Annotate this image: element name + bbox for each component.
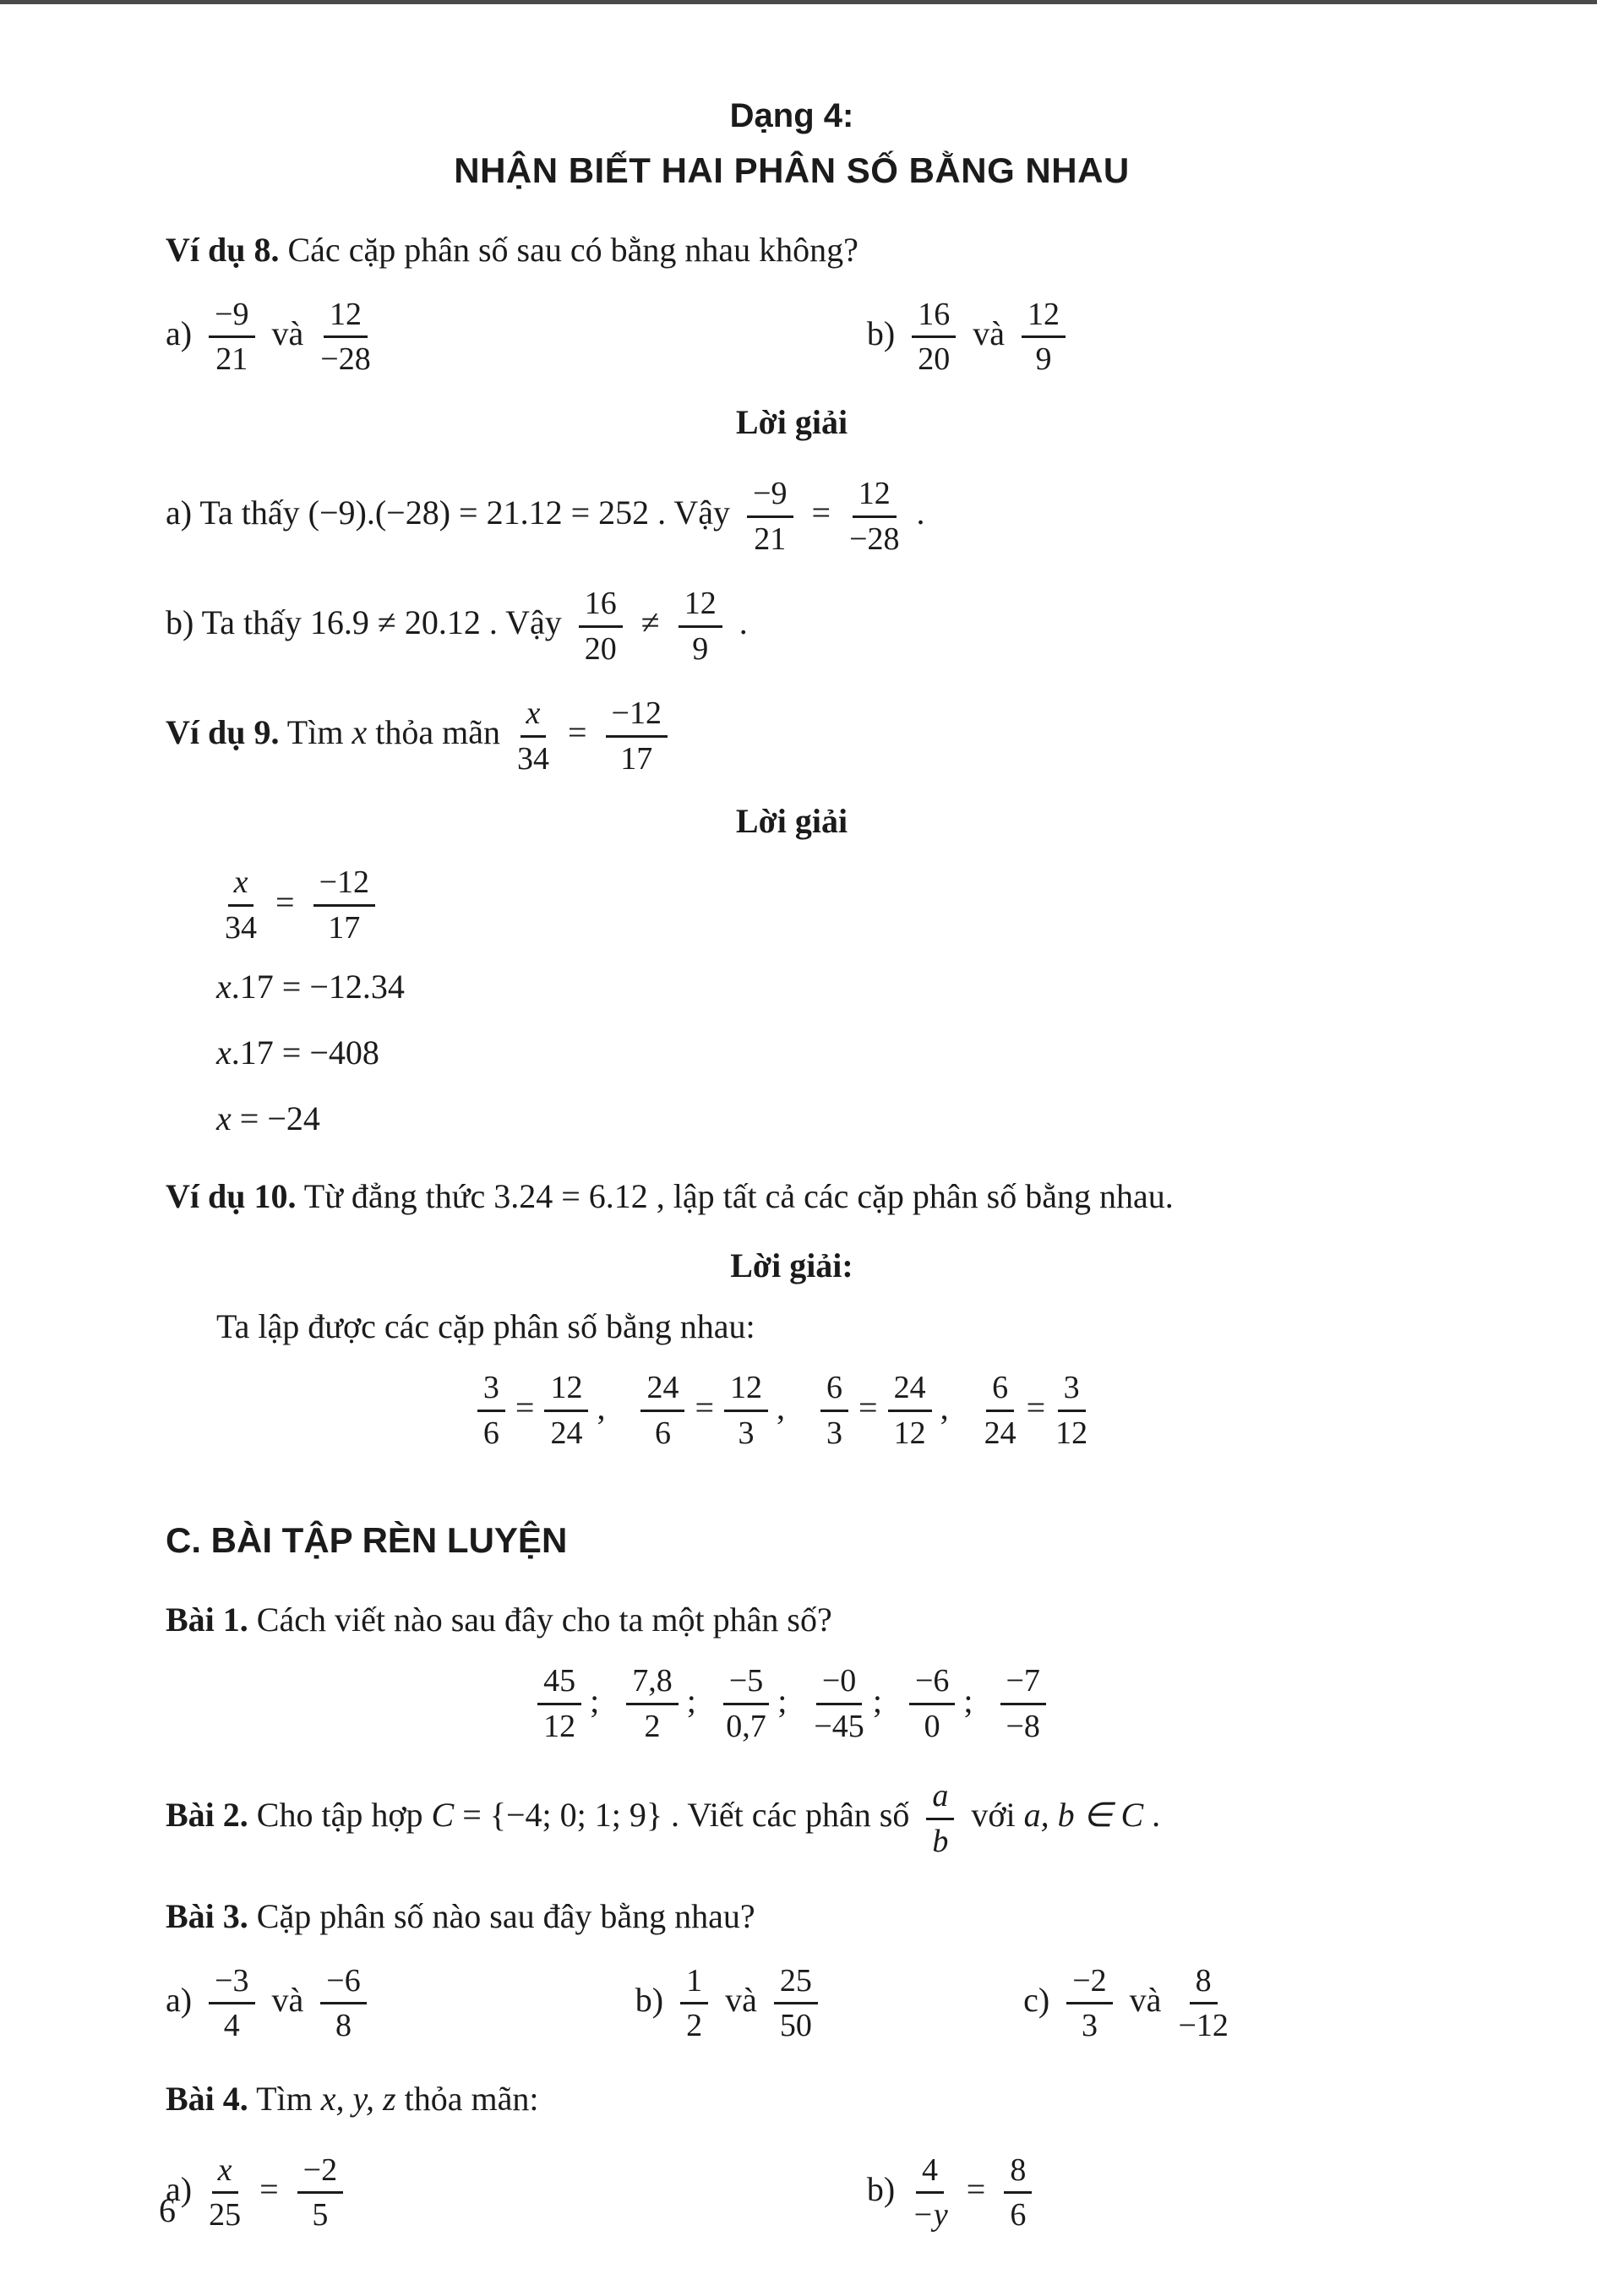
fraction-numerator: x <box>212 2152 238 2195</box>
section-heading-title: NHẬN BIẾT HAI PHÂN SỐ BẰNG NHAU <box>454 150 1130 190</box>
fraction-numerator: 16 <box>912 297 956 339</box>
fraction-numerator: −0 <box>816 1663 862 1705</box>
separator: , <box>940 1388 949 1426</box>
fraction-numerator: 12 <box>679 586 722 628</box>
math-variables: x, y, z <box>320 2079 396 2118</box>
fraction-denominator: 9 <box>692 630 709 667</box>
bai3-fraction-row <box>166 1963 1418 2044</box>
bai2-text: với <box>971 1796 1016 1835</box>
math-variable: x <box>216 1099 232 1138</box>
sentence-end: . <box>739 603 748 642</box>
vd8-solution-a <box>166 476 1418 557</box>
bai2-label: Bài 2. <box>166 1796 248 1835</box>
step-text: .17 = −408 <box>231 1033 379 1072</box>
fraction-numerator: −5 <box>723 1663 769 1705</box>
vd8-fraction-row <box>166 297 1418 378</box>
fraction-numerator: −6 <box>320 1963 366 2005</box>
vd10-intro: Ta lập được các cặp phân số bằng nhau: <box>216 1307 755 1346</box>
bai4-item-a <box>166 2152 867 2233</box>
fraction-denominator: 5 <box>312 2197 329 2233</box>
relation-symbol: = <box>1026 1388 1046 1426</box>
solution-text: . Vậy <box>657 494 731 532</box>
item-label: a) <box>166 2169 193 2208</box>
fraction <box>297 2152 343 2233</box>
relation-symbol: = <box>567 713 587 752</box>
bai1-question-text: Cách viết nào sau đây cho ta một phân số? <box>256 1601 832 1639</box>
vd9-step <box>216 963 1418 1012</box>
fraction-denominator: 20 <box>918 341 951 378</box>
fraction-denominator: 17 <box>328 909 361 946</box>
fraction-denominator: 2 <box>686 2008 703 2044</box>
solution-text: . Vậy <box>488 603 562 642</box>
equation-text: 3.24 = 6.12 <box>493 1177 648 1216</box>
fraction <box>477 1370 505 1451</box>
fraction-denominator: 12 <box>543 1708 576 1744</box>
vd10-pairs-line <box>166 1370 1418 1451</box>
separator: , <box>777 1388 785 1426</box>
fraction-numerator: −12 <box>313 864 375 907</box>
conjunction: và <box>1129 1980 1162 2019</box>
fraction-numerator: 7,8 <box>626 1663 679 1705</box>
bai3-item-a <box>166 1963 635 2044</box>
fraction <box>320 297 370 378</box>
fraction <box>849 476 899 557</box>
bai3-item-c <box>1023 1963 1418 2044</box>
fraction <box>640 1370 684 1451</box>
fraction-denominator: 50 <box>779 2008 812 2044</box>
fraction <box>1055 1370 1087 1451</box>
fraction <box>679 586 722 667</box>
equation-text: (−9).(−28) = 21.12 = 252 <box>308 494 650 532</box>
vd10-text: , lập tất cả các cặp phân số bằng nhau. <box>656 1177 1174 1216</box>
bai1-question-line <box>166 1595 1418 1644</box>
fraction-denominator: 34 <box>225 909 257 946</box>
fraction-numerator: −6 <box>909 1663 955 1705</box>
conjunction: và <box>725 1980 757 2019</box>
math-variable: x <box>216 968 232 1006</box>
fraction <box>1178 1963 1228 2044</box>
vd10-solution-heading: Lời giải: <box>730 1246 853 1285</box>
bai3-item-b <box>635 1963 1023 2044</box>
fraction-numerator: 6 <box>820 1370 848 1412</box>
fraction-numerator: 3 <box>477 1370 505 1412</box>
fraction <box>579 586 623 667</box>
fraction <box>723 1663 769 1744</box>
fraction-numerator: 6 <box>986 1370 1014 1412</box>
fraction <box>544 1370 588 1451</box>
vd9-step <box>216 1028 1418 1077</box>
fraction-denominator: 6 <box>482 1415 499 1451</box>
section-c-title: C. BÀI TẬP RÈN LUYỆN <box>166 1520 568 1561</box>
fraction-numerator: −2 <box>297 2152 343 2195</box>
fraction <box>820 1370 848 1451</box>
vd8-solution-heading: Lời giải <box>735 402 848 441</box>
bai1-label: Bài 1. <box>166 1601 248 1639</box>
item-label: a) <box>166 494 193 532</box>
vd9-text: thỏa mãn <box>375 713 500 752</box>
bai4-label: Bài 4. <box>166 2079 248 2118</box>
fraction-numerator: 45 <box>537 1663 581 1705</box>
fraction <box>606 695 668 777</box>
math-variable: x <box>352 713 368 752</box>
vd8-solution-b <box>166 586 1418 667</box>
sentence-end: . <box>916 494 925 532</box>
fraction-numerator: 16 <box>579 586 623 628</box>
conjunction: và <box>973 314 1005 353</box>
fraction-numerator: 1 <box>680 1963 708 2005</box>
bai2-text: Cho tập hợp <box>256 1796 423 1835</box>
bai4-question-line <box>166 2075 1418 2124</box>
fraction-denominator: 0,7 <box>726 1708 766 1744</box>
fraction-numerator: −9 <box>209 297 254 339</box>
fraction-pair <box>976 1370 1115 1451</box>
fraction-numerator: −2 <box>1066 1963 1112 2005</box>
fraction-pair <box>632 1370 812 1451</box>
item-label: c) <box>1023 1980 1050 2019</box>
fraction-denominator: 4 <box>223 2008 240 2044</box>
vd8-question-line <box>166 226 1418 275</box>
math-variable: C <box>431 1796 455 1835</box>
vd8-item-b <box>867 297 1418 378</box>
fraction-denominator: 9 <box>1035 341 1052 378</box>
fraction <box>680 1963 708 2044</box>
fraction <box>320 1963 366 2044</box>
page-number: 6 <box>159 2191 176 2229</box>
fraction-denominator: 17 <box>620 740 653 777</box>
fraction-numerator: 3 <box>1058 1370 1086 1412</box>
fraction <box>537 1663 581 1744</box>
fraction <box>225 864 257 946</box>
fraction <box>1066 1963 1112 2044</box>
fraction-numerator: 24 <box>640 1370 684 1412</box>
section-heading-kind: Dạng 4: <box>729 97 854 134</box>
fraction <box>1000 1663 1046 1744</box>
separator: ; <box>872 1681 882 1720</box>
relation-symbol: = <box>515 1388 535 1426</box>
fraction-denominator: 20 <box>584 630 617 667</box>
fraction-numerator: 12 <box>724 1370 768 1412</box>
fraction-pair <box>812 1370 976 1451</box>
fraction-numerator: 8 <box>1190 1963 1218 2005</box>
fraction-denominator: 6 <box>1010 2197 1027 2233</box>
fraction-denominator: 24 <box>984 1415 1017 1451</box>
relation-symbol: = <box>259 2169 279 2208</box>
set-expression: = {−4; 0; 1; 9} <box>462 1796 663 1835</box>
bai4-fraction-row <box>166 2152 1418 2233</box>
solution-text: Ta thấy <box>201 603 302 642</box>
fraction-denominator: −12 <box>1178 2008 1229 2044</box>
item-label: b) <box>866 2169 896 2208</box>
fraction-numerator: x <box>521 695 547 738</box>
fraction-denominator: b <box>932 1823 949 1859</box>
math-variables: a, b ∈ C <box>1023 1796 1144 1835</box>
fraction <box>209 2152 241 2233</box>
fraction-numerator: −9 <box>747 476 793 518</box>
fraction-denominator: 24 <box>550 1415 583 1451</box>
fraction-numerator: 8 <box>1004 2152 1032 2195</box>
equation-text: 16.9 ≠ 20.12 <box>309 603 481 642</box>
math-variable: x <box>216 1033 232 1072</box>
vd8-label: Ví dụ 8. <box>166 230 280 269</box>
conjunction: và <box>271 1980 304 2019</box>
fraction <box>626 1663 679 1744</box>
vd8-question-text: Các cặp phân số sau có bằng nhau không? <box>287 230 858 269</box>
fraction-denominator: −y <box>912 2197 948 2233</box>
fraction <box>724 1370 768 1451</box>
fraction-denominator: 34 <box>516 740 549 777</box>
separator: , <box>597 1388 606 1426</box>
relation-symbol: ≠ <box>640 603 660 642</box>
fraction-numerator: −12 <box>606 695 668 738</box>
fraction <box>814 1663 864 1744</box>
bai1-fraction-list <box>166 1663 1418 1744</box>
fraction-numerator: −7 <box>1000 1663 1046 1705</box>
fraction <box>912 2152 948 2233</box>
fraction-denominator: 12 <box>893 1415 926 1451</box>
fraction-numerator: 24 <box>888 1370 932 1412</box>
fraction-denominator: 21 <box>215 341 248 378</box>
vd9-step <box>216 1094 1418 1143</box>
fraction-denominator: 2 <box>644 1708 661 1744</box>
relation-symbol: = <box>695 1388 714 1426</box>
vd10-question-line <box>166 1172 1418 1221</box>
fraction-numerator: x <box>228 864 254 907</box>
fraction <box>774 1963 818 2044</box>
conjunction: và <box>271 314 304 353</box>
bai4-text: Tìm <box>256 2079 313 2118</box>
bai3-question-line <box>166 1892 1418 1941</box>
item-label: a) <box>166 314 193 353</box>
item-label: b) <box>166 603 194 642</box>
step-text: = −24 <box>231 1099 320 1138</box>
fraction-denominator: 3 <box>738 1415 755 1451</box>
fraction-numerator: −3 <box>209 1963 254 2005</box>
fraction-denominator: −8 <box>1006 1708 1040 1744</box>
relation-symbol: = <box>966 2169 986 2208</box>
fraction-denominator: −45 <box>814 1708 864 1744</box>
bai3-question-text: Cặp phân số nào sau đây bằng nhau? <box>256 1896 755 1935</box>
fraction-numerator: 4 <box>916 2152 944 2195</box>
item-label: b) <box>635 1980 664 2019</box>
scan-edge-line <box>0 0 1597 4</box>
relation-symbol: = <box>275 882 295 921</box>
fraction-numerator: a <box>926 1778 954 1820</box>
fraction <box>209 297 254 378</box>
bai4-text: thỏa mãn: <box>404 2079 539 2118</box>
fraction-denominator: 3 <box>1081 2008 1098 2044</box>
vd9-label: Ví dụ 9. <box>166 713 280 752</box>
fraction <box>747 476 793 557</box>
fraction-denominator: −28 <box>849 521 900 557</box>
fraction <box>1004 2152 1032 2233</box>
separator: ; <box>590 1681 600 1720</box>
fraction-denominator: 12 <box>1055 1415 1088 1451</box>
relation-symbol: = <box>811 494 831 532</box>
separator: ; <box>963 1681 973 1720</box>
bai4-item-b <box>867 2152 1418 2233</box>
fraction <box>984 1370 1017 1451</box>
vd9-solution-heading: Lời giải <box>735 802 848 841</box>
relation-symbol: = <box>858 1388 878 1426</box>
fraction-numerator: 12 <box>1022 297 1066 339</box>
vd9-question-line <box>166 695 1418 777</box>
fraction <box>1022 297 1066 378</box>
fraction-pair <box>469 1370 633 1451</box>
fraction-numerator: 25 <box>774 1963 818 2005</box>
vd10-text: Từ đẳng thức <box>303 1177 486 1216</box>
separator: ; <box>686 1681 696 1720</box>
fraction <box>313 864 375 946</box>
fraction-numerator: 12 <box>544 1370 588 1412</box>
bai2-text: . Viết các phân số <box>671 1796 910 1835</box>
fraction-denominator: 25 <box>209 2197 242 2233</box>
sentence-end: . <box>1152 1796 1161 1835</box>
solution-text: Ta thấy <box>199 494 300 532</box>
step-text: .17 = −12.34 <box>231 968 405 1006</box>
fraction <box>909 1663 955 1744</box>
item-label: b) <box>866 314 896 353</box>
vd9-equation <box>216 864 1418 946</box>
fraction-denominator: −28 <box>320 341 371 378</box>
vd8-item-a <box>166 297 867 378</box>
fraction <box>888 1370 932 1451</box>
fraction-denominator: 6 <box>654 1415 671 1451</box>
fraction-denominator: 3 <box>826 1415 842 1451</box>
fraction-numerator: 12 <box>324 297 368 339</box>
fraction-denominator: 21 <box>754 521 787 557</box>
separator: ; <box>777 1681 788 1720</box>
fraction-denominator: 0 <box>924 1708 940 1744</box>
fraction <box>926 1778 954 1859</box>
bai3-label: Bài 3. <box>166 1896 248 1935</box>
vd9-text: Tìm <box>286 713 344 752</box>
fraction <box>912 297 956 378</box>
fraction <box>517 695 549 777</box>
fraction-denominator: 8 <box>335 2008 352 2044</box>
fraction <box>209 1963 254 2044</box>
item-label: a) <box>166 1980 193 2019</box>
bai2-line <box>166 1778 1418 1859</box>
vd10-label: Ví dụ 10. <box>166 1177 297 1216</box>
fraction-numerator: 12 <box>853 476 897 518</box>
